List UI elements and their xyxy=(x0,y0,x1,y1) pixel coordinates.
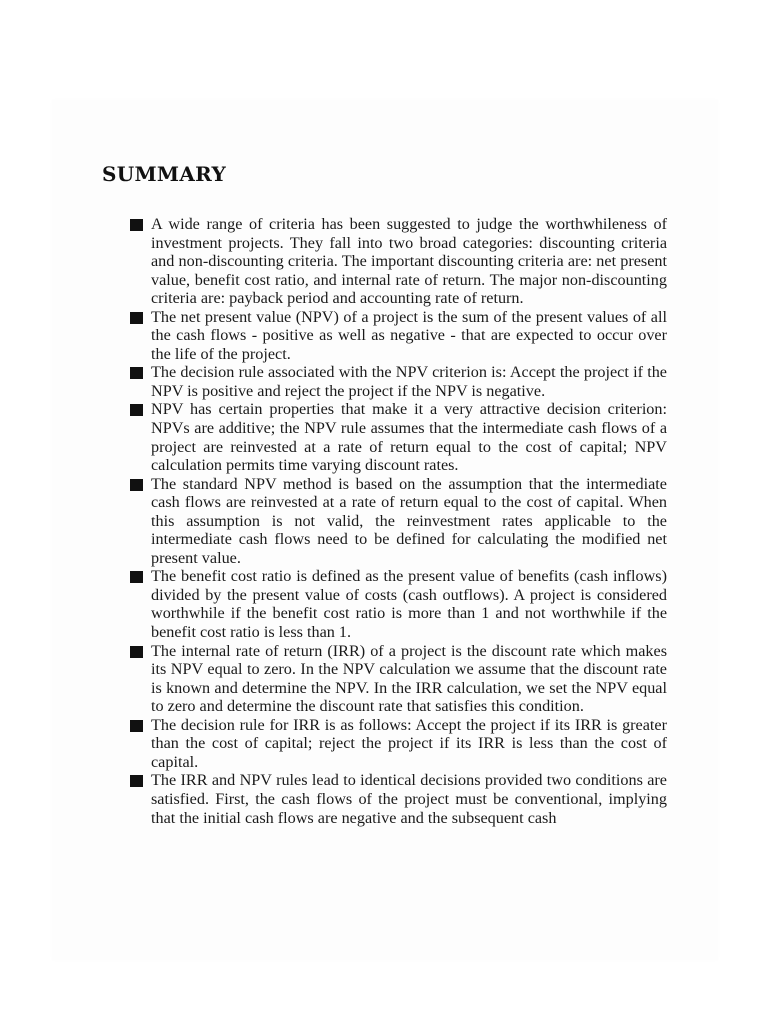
summary-item xyxy=(130,771,667,827)
square-bullet-icon xyxy=(130,646,143,658)
summary-item-text: The standard NPV method is based on the assumption that the intermediate cash flows are reinvested at a rate of return equal to the cost of capital. When this assumption is not valid, the reinvestment rates applicable to the intermediate cash flows need to be defined for calculating the modified net present value. xyxy=(151,474,667,567)
square-bullet-icon xyxy=(130,720,143,732)
square-bullet-icon xyxy=(130,404,143,416)
summary-item xyxy=(130,400,667,474)
square-bullet-icon xyxy=(130,367,143,379)
section-heading: SUMMARY xyxy=(102,162,227,186)
summary-item xyxy=(130,363,667,400)
summary-item xyxy=(130,475,667,568)
square-bullet-icon xyxy=(130,312,143,324)
summary-item xyxy=(130,215,667,308)
summary-item-text: The internal rate of return (IRR) of a project is the discount rate which makes its NPV equal to zero. In the NPV calculation we assume that the discount rate is known and determine the NPV. In the IRR calculation, we set the NPV equal to zero and determine the discount rate that satisfies this condition. xyxy=(151,641,667,716)
summary-item-text: NPV has certain properties that make it a very attractive decision criterion: NPVs are additive; the NPV rule assumes that the intermediate cash flows of a project are reinvested at a rate of return equal to the cost of capital; NPV calculation permits time varying discount rates. xyxy=(151,400,667,475)
summary-item-text: A wide range of criteria has been suggested to judge the worthwhileness of investment projects. They fall into two broad categories: discounting criteria and non-discounting criteria. The important discounting criteria are: net present value, benefit cost ratio, and internal rate of return. The major non-discounting criteria are: payback period and accounting rate of return. xyxy=(151,215,667,308)
square-bullet-icon xyxy=(130,571,143,583)
summary-item-text: The benefit cost ratio is defined as the present value of benefits (cash inflows) divided by the present value of costs (cash outflows). A project is considered worthwhile if the benefit cost ratio is more than 1 and not worthwhile if the benefit cost ratio is less than 1. xyxy=(151,567,667,642)
summary-item-text: The net present value (NPV) of a project is the sum of the present values of all the cash flows - positive as well as negative - that are expected to occur over the life of the project. xyxy=(151,307,667,363)
square-bullet-icon xyxy=(130,775,143,787)
summary-item-text: The IRR and NPV rules lead to identical decisions provided two conditions are satisfied. First, the cash flows of the project must be conventional, implying that the initial cash flows are negative and the subsequent cash xyxy=(151,771,667,827)
summary-item-text: The decision rule associated with the NPV criterion is: Accept the project if the NPV is positive and reject the project if the NPV is negative. xyxy=(151,363,667,400)
summary-item xyxy=(130,642,667,716)
summary-item-text: The decision rule for IRR is as follows: Accept the project if its IRR is greater than the cost of capital; reject the project if its IRR is less than the cost of capital. xyxy=(151,715,667,771)
square-bullet-icon xyxy=(130,479,143,491)
summary-item xyxy=(130,716,667,772)
summary-item xyxy=(130,567,667,641)
summary-item xyxy=(130,308,667,364)
summary-list xyxy=(130,215,667,827)
square-bullet-icon xyxy=(130,219,143,231)
